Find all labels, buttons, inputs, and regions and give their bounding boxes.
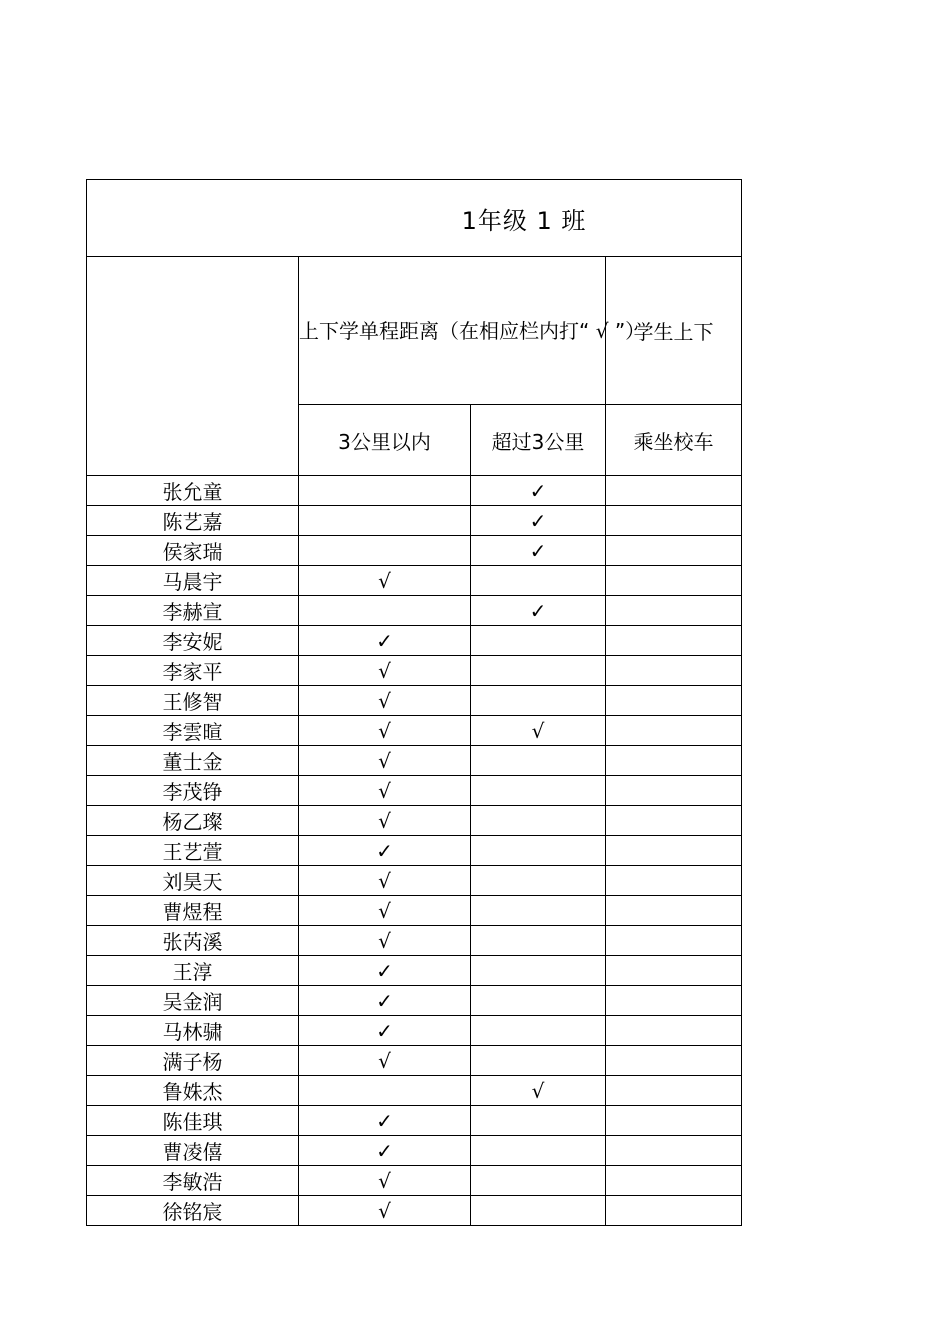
school-bus-cell xyxy=(606,836,742,866)
school-bus-cell xyxy=(606,956,742,986)
class-roster-table xyxy=(86,179,742,1226)
over-3km-cell: √ xyxy=(471,1076,606,1106)
school-bus-cell xyxy=(606,656,742,686)
table-row xyxy=(87,656,742,686)
within-3km-cell: ✓ xyxy=(299,836,471,866)
student-name-cell: 王淳 xyxy=(87,956,299,986)
student-name-cell: 张允童 xyxy=(87,476,299,506)
student-name-cell: 李家平 xyxy=(87,656,299,686)
table-row xyxy=(87,1076,742,1106)
school-bus-cell xyxy=(606,596,742,626)
within-3km-cell xyxy=(299,536,471,566)
over-3km-cell xyxy=(471,686,606,716)
table-title-cell xyxy=(87,180,742,257)
school-bus-cell xyxy=(606,716,742,746)
table-row xyxy=(87,1016,742,1046)
student-name-cell: 王修智 xyxy=(87,686,299,716)
student-name-cell: 李茂铮 xyxy=(87,776,299,806)
over-3km-cell xyxy=(471,1196,606,1226)
school-bus-cell xyxy=(606,776,742,806)
student-name-cell: 李安妮 xyxy=(87,626,299,656)
over-3km-cell xyxy=(471,1046,606,1076)
over-3km-cell xyxy=(471,626,606,656)
table-row xyxy=(87,1166,742,1196)
student-name-cell: 侯家瑞 xyxy=(87,536,299,566)
within-3km-cell: ✓ xyxy=(299,1136,471,1166)
table-row xyxy=(87,716,742,746)
within-3km-cell: √ xyxy=(299,1046,471,1076)
within-3km-cell: ✓ xyxy=(299,626,471,656)
school-bus-cell xyxy=(606,1136,742,1166)
student-name-cell: 李雲暄 xyxy=(87,716,299,746)
school-bus-cell xyxy=(606,926,742,956)
school-bus-cell xyxy=(606,566,742,596)
table-row xyxy=(87,986,742,1016)
over-3km-cell xyxy=(471,926,606,956)
student-name-cell: 杨乙璨 xyxy=(87,806,299,836)
over-3km-header: 超过3公里 xyxy=(471,405,606,476)
over-3km-cell xyxy=(471,956,606,986)
table-row xyxy=(87,926,742,956)
school-bus-cell xyxy=(606,1106,742,1136)
over-3km-cell xyxy=(471,806,606,836)
table-row xyxy=(87,806,742,836)
school-bus-cell xyxy=(606,986,742,1016)
within-3km-cell: √ xyxy=(299,1196,471,1226)
over-3km-cell: ✓ xyxy=(471,596,606,626)
school-bus-header: 乘坐校车 xyxy=(606,405,742,476)
distance-group-header: 上下学单程距离（在相应栏内打“ √ ”） xyxy=(299,257,606,405)
table-row xyxy=(87,746,742,776)
within-3km-cell xyxy=(299,596,471,626)
within-3km-cell: ✓ xyxy=(299,1106,471,1136)
within-3km-cell: √ xyxy=(299,776,471,806)
student-name-cell: 马晨宇 xyxy=(87,566,299,596)
within-3km-cell xyxy=(299,476,471,506)
school-bus-cell xyxy=(606,626,742,656)
table-row xyxy=(87,1106,742,1136)
student-name-cell: 董士金 xyxy=(87,746,299,776)
table-row xyxy=(87,836,742,866)
table-row xyxy=(87,776,742,806)
over-3km-cell xyxy=(471,746,606,776)
within-3km-cell: ✓ xyxy=(299,956,471,986)
over-3km-cell: √ xyxy=(471,716,606,746)
within-3km-cell xyxy=(299,1076,471,1106)
school-bus-cell xyxy=(606,806,742,836)
school-bus-cell xyxy=(606,1166,742,1196)
school-bus-cell xyxy=(606,536,742,566)
within-3km-cell xyxy=(299,506,471,536)
school-bus-cell xyxy=(606,896,742,926)
table-row xyxy=(87,1136,742,1166)
table-row xyxy=(87,596,742,626)
school-bus-cell xyxy=(606,746,742,776)
student-name-cell: 曹凌僖 xyxy=(87,1136,299,1166)
table-row xyxy=(87,626,742,656)
over-3km-cell xyxy=(471,1016,606,1046)
within-3km-cell: √ xyxy=(299,926,471,956)
student-name-cell: 徐铭宸 xyxy=(87,1196,299,1226)
within-3km-cell: √ xyxy=(299,866,471,896)
over-3km-cell xyxy=(471,986,606,1016)
over-3km-cell xyxy=(471,896,606,926)
student-name-cell: 王艺萱 xyxy=(87,836,299,866)
header-row-1 xyxy=(87,257,742,405)
within-3km-cell: ✓ xyxy=(299,986,471,1016)
school-bus-cell xyxy=(606,686,742,716)
school-bus-cell xyxy=(606,1046,742,1076)
table-row xyxy=(87,476,742,506)
student-name-cell: 陈佳琪 xyxy=(87,1106,299,1136)
over-3km-cell: ✓ xyxy=(471,536,606,566)
student-name-cell: 陈艺嘉 xyxy=(87,506,299,536)
within-3km-cell: ✓ xyxy=(299,1016,471,1046)
over-3km-cell xyxy=(471,1136,606,1166)
table-row xyxy=(87,506,742,536)
table-row xyxy=(87,1196,742,1226)
within-3km-cell: √ xyxy=(299,566,471,596)
student-name-cell: 马林骕 xyxy=(87,1016,299,1046)
student-name-cell: 张芮溪 xyxy=(87,926,299,956)
school-bus-cell xyxy=(606,1016,742,1046)
title-row xyxy=(87,180,742,257)
school-bus-cell xyxy=(606,1076,742,1106)
table-title: 1年级 1 班 xyxy=(461,206,587,235)
table-row xyxy=(87,866,742,896)
transport-group-header: 学生上下 xyxy=(606,257,742,405)
table-row xyxy=(87,956,742,986)
within-3km-cell: √ xyxy=(299,1166,471,1196)
within-3km-cell: √ xyxy=(299,746,471,776)
over-3km-cell xyxy=(471,836,606,866)
name-header-cell xyxy=(87,257,299,476)
within-3km-cell: √ xyxy=(299,896,471,926)
student-name-cell: 李敏浩 xyxy=(87,1166,299,1196)
student-name-cell: 曹煜程 xyxy=(87,896,299,926)
over-3km-cell: ✓ xyxy=(471,506,606,536)
student-name-cell: 鲁姝杰 xyxy=(87,1076,299,1106)
within-3km-cell: √ xyxy=(299,716,471,746)
over-3km-cell xyxy=(471,656,606,686)
within-3km-cell: √ xyxy=(299,686,471,716)
school-bus-cell xyxy=(606,506,742,536)
student-name-cell: 满子杨 xyxy=(87,1046,299,1076)
within-3km-cell: √ xyxy=(299,656,471,686)
over-3km-cell xyxy=(471,776,606,806)
student-name-cell: 李赫宣 xyxy=(87,596,299,626)
table-row xyxy=(87,896,742,926)
student-name-cell: 刘昊天 xyxy=(87,866,299,896)
student-name-cell: 吴金润 xyxy=(87,986,299,1016)
over-3km-cell: ✓ xyxy=(471,476,606,506)
within-3km-cell: √ xyxy=(299,806,471,836)
table-row xyxy=(87,566,742,596)
table-row xyxy=(87,686,742,716)
over-3km-cell xyxy=(471,566,606,596)
school-bus-cell xyxy=(606,476,742,506)
table-row xyxy=(87,1046,742,1076)
over-3km-cell xyxy=(471,1106,606,1136)
over-3km-cell xyxy=(471,866,606,896)
within-3km-header: 3公里以内 xyxy=(299,405,471,476)
school-bus-cell xyxy=(606,1196,742,1226)
table-row xyxy=(87,536,742,566)
school-bus-cell xyxy=(606,866,742,896)
over-3km-cell xyxy=(471,1166,606,1196)
